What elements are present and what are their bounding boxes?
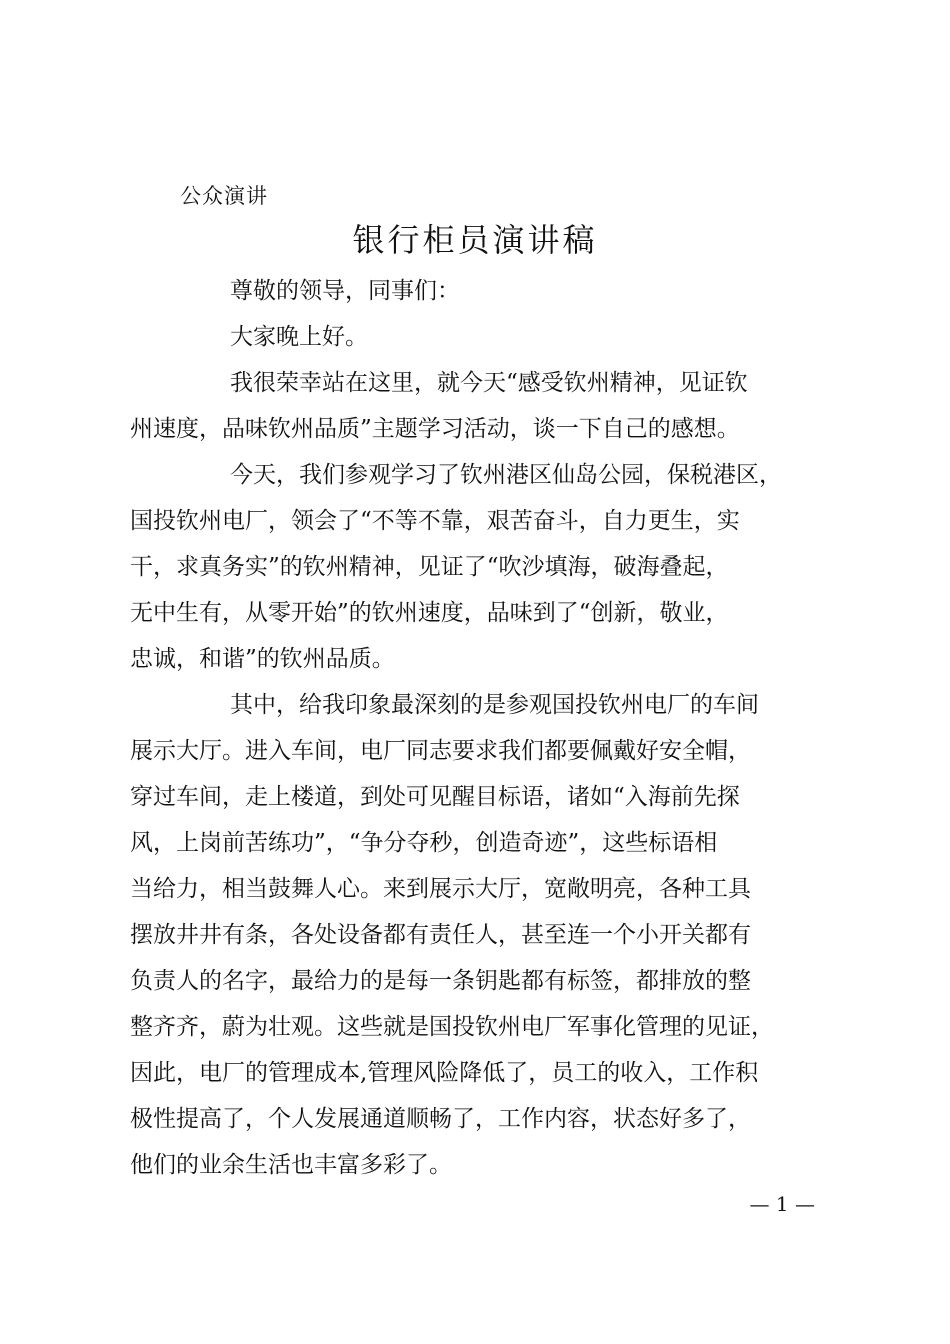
greeting: 大家晚上好。 (230, 324, 368, 350)
page-number: — 1 — (749, 1192, 815, 1216)
paragraph-3-line: 展示大厅。进入车间，电厂同志要求我们都要佩戴好安全帽， (130, 738, 751, 764)
paragraph-2-line: 干，求真务实”的钦州精神，见证了“吹沙填海，破海叠起， (130, 554, 729, 580)
paragraph-3-line: 负责人的名字，最给力的是每一条钥匙都有标签，都排放的整 (130, 968, 751, 994)
paragraph-3-line: 整齐齐，蔚为壮观。这些就是国投钦州电厂军事化管理的见证， (130, 1014, 774, 1040)
salutation: 尊敬的领导，同事们： (230, 278, 460, 304)
document-title: 银行柜员演讲稿 (352, 221, 598, 259)
paragraph-2-line: 国投钦州电厂，领会了“不等不靠，艰苦奋斗，自力更生，实 (130, 508, 740, 534)
paragraph-3-line: 摆放井井有条，各处设备都有责任人，甚至连一个小开关都有 (130, 922, 751, 948)
paragraph-2-line: 无中生有，从零开始”的钦州速度，品味到了“创新，敬业， (130, 600, 729, 626)
paragraph-1-line: 我很荣幸站在这里，就今天“感受钦州精神，见证钦 (230, 370, 748, 396)
document-category: 公众演讲 (180, 184, 268, 208)
paragraph-1-line: 州速度，品味钦州品质”主题学习活动，谈一下自己的感想。 (130, 416, 740, 442)
paragraph-3-line: 因此，电厂的管理成本,管理风险降低了，员工的收入，工作积 (130, 1060, 759, 1086)
paragraph-3-line: 极性提高了，个人发展通道顺畅了，工作内容，状态好多了， (130, 1106, 751, 1132)
paragraph-2-line: 忠诚，和谐”的钦州品质。 (130, 646, 395, 672)
document-body (130, 268, 820, 1188)
paragraph-3-line: 当给力，相当鼓舞人心。来到展示大厅，宽敞明亮，各种工具 (130, 876, 751, 902)
paragraph-2-line: 今天，我们参观学习了钦州港区仙岛公园，保税港区， (230, 462, 782, 488)
paragraph-3-line: 他们的业余生活也丰富多彩了。 (130, 1152, 452, 1178)
paragraph-3-line: 其中，给我印象最深刻的是参观国投钦州电厂的车间 (230, 692, 759, 718)
paragraph-3-line: 穿过车间，走上楼道，到处可见醒目标语，诸如“入海前先探 (130, 784, 740, 810)
paragraph-3-line: 风，上岗前苦练功”，“争分夺秒，创造奇迹”，这些标语相 (130, 830, 718, 856)
